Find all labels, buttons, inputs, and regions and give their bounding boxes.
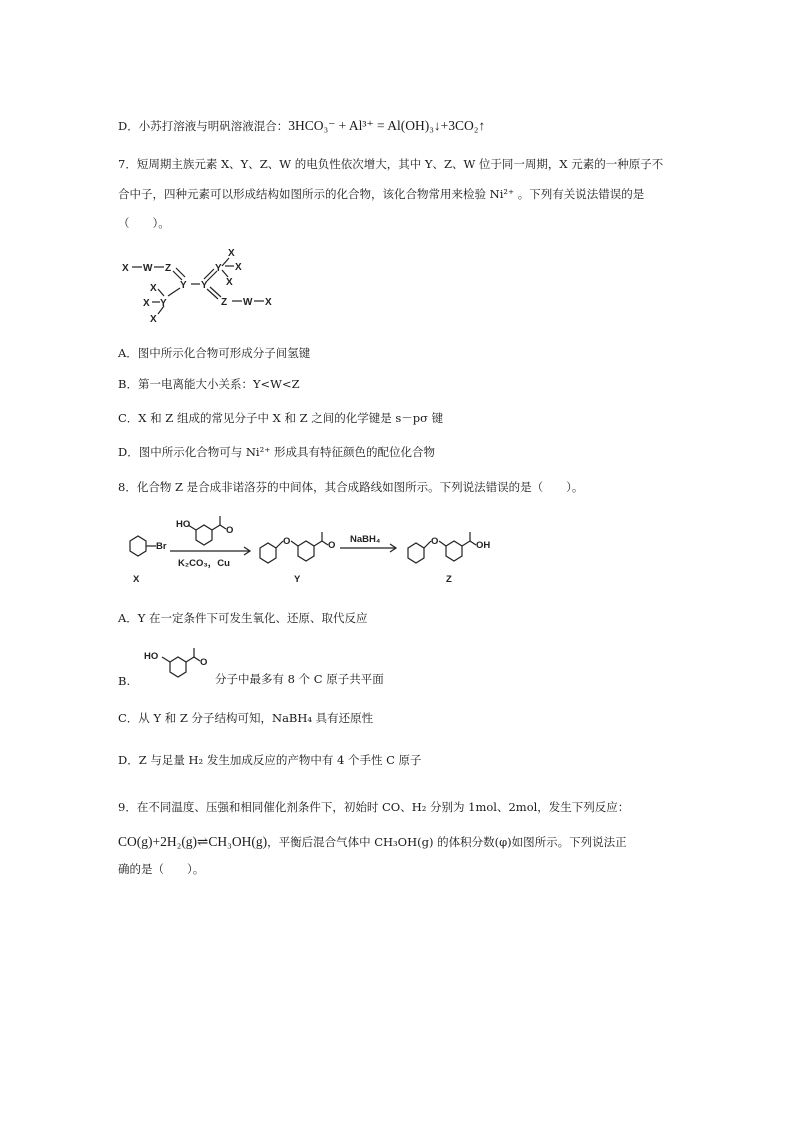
svg-text:X: X <box>122 263 129 274</box>
q8-option-b <box>118 673 130 689</box>
q7-stem-line1: 7．短周期主族元素 X、Y、Z、W 的电负性依次增大，其中 Y、Z、W 位于同一周期，X 元素的一种原子不 <box>118 157 664 171</box>
q7-structure-diagram <box>118 244 298 324</box>
q9-stem-line3: 确的是（ ）。 <box>118 862 205 876</box>
q6-option-d <box>118 118 485 134</box>
q8-option-b-prefix: B. <box>118 674 131 688</box>
q6-option-d-text: D．小苏打溶液与明矾溶液混合： <box>118 119 289 133</box>
z-ether-o: O <box>431 536 439 547</box>
reagent-carbonyl-o: O <box>226 525 234 536</box>
q9-stem-line1: 9．在不同温度、压强和相同催化剂条件下，初始时 CO、H₂ 分别为 1mol、2mol，发生下列反应： <box>118 800 630 814</box>
q9-stem-line2-text: ，平衡后混合气体中 CH₃OH(g) 的体积分数(φ)如图所示。下列说法正 <box>267 835 627 849</box>
option-b-o: O <box>200 657 208 668</box>
reagent-ho-label: HO <box>176 519 191 530</box>
q7-stem-line2: 合中子，四种元素可以形成结构如图所示的化合物，该化合物常用来检验 Ni²⁺ 。下列有关说法错误的是 <box>118 187 645 201</box>
q7-option-b: B．第一电离能大小关系：Y<W<Z <box>118 377 300 391</box>
svg-text:Y: Y <box>215 263 222 274</box>
q8-option-d: D．Z 与足量 H₂ 发生加成反应的产物中有 4 个手性 C 原子 <box>118 753 422 767</box>
q8-option-c: C．从 Y 和 Z 分子结构可知，NaBH₄ 具有还原性 <box>118 711 374 725</box>
reagent-nabh4: NaBH₄ <box>350 534 381 545</box>
svg-text:Z: Z <box>165 263 172 274</box>
y-ether-o: O <box>283 536 291 547</box>
q7-option-d: D．图中所示化合物可与 Ni²⁺ 形成具有特征颜色的配位化合物 <box>118 445 435 459</box>
reagent-k2co3-cu: K₂CO₃，Cu <box>178 558 230 569</box>
label-x: X <box>133 574 140 585</box>
svg-text:X: X <box>235 262 242 273</box>
label-y: Y <box>294 574 301 585</box>
q7-option-c: C．X 和 Z 组成的常见分子中 X 和 Z 之间的化学键是 s－pσ 键 <box>118 411 444 425</box>
q8-option-b-text: 分子中最多有 8 个 C 原子共平面 <box>215 672 384 686</box>
q6-option-d-equation: 3HCO₃⁻ + Al³⁺ = Al(OH)₃↓+3CO₂↑ <box>288 118 486 133</box>
svg-text:Y: Y <box>160 298 167 309</box>
q8-option-b-structure <box>138 640 218 690</box>
q9-equation: CO(g)+2H₂(g)⇌CH₃OH(g) <box>118 834 268 849</box>
br-label: Br <box>156 541 167 552</box>
svg-text:X: X <box>228 248 235 259</box>
svg-text:X: X <box>226 277 233 288</box>
q8-synthesis-route <box>118 508 518 588</box>
q8-stem: 8．化合物 Z 是合成非诺洛芬的中间体，其合成路线如图所示。下列说法错误的是（ ）。 <box>118 480 584 494</box>
q7-option-a: A．图中所示化合物可形成分子间氢键 <box>118 346 311 360</box>
svg-text:W: W <box>143 263 153 274</box>
svg-text:X: X <box>143 298 150 309</box>
svg-text:W: W <box>243 297 253 308</box>
z-oh-label: OH <box>476 540 491 551</box>
label-z: Z <box>446 574 452 585</box>
svg-text:X: X <box>150 314 157 325</box>
svg-text:Y: Y <box>201 280 208 291</box>
y-carbonyl-o: O <box>328 540 336 551</box>
svg-text:X: X <box>265 297 272 308</box>
svg-text:Z: Z <box>221 297 228 308</box>
q7-stem-line3: （ ）。 <box>118 216 170 230</box>
q9-stem-line2 <box>118 834 627 850</box>
svg-text:X: X <box>150 283 157 294</box>
svg-text:Y: Y <box>180 280 187 291</box>
option-b-ho: HO <box>144 651 159 662</box>
q8-option-a: A．Y 在一定条件下可发生氧化、还原、取代反应 <box>118 611 368 625</box>
